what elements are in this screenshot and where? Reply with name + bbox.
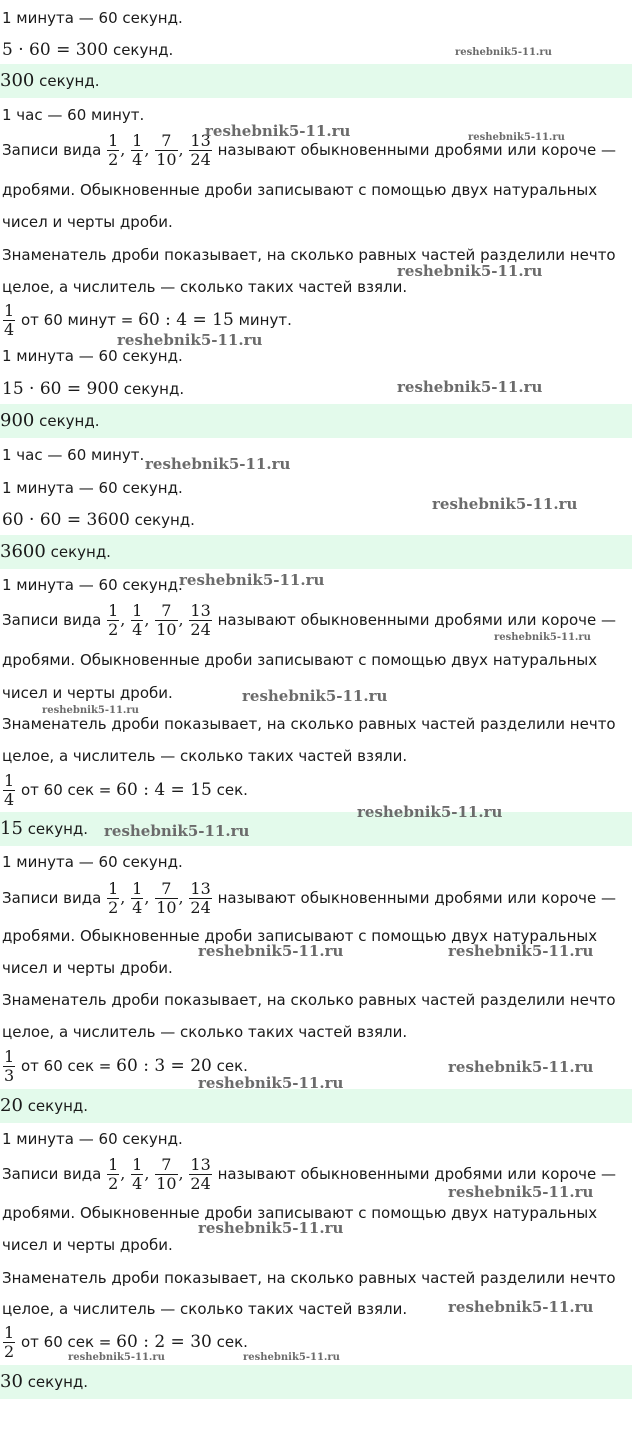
watermark: reshebnik5-11.ru (104, 822, 250, 840)
text-line: 1 час — 60 минут. (2, 106, 145, 124)
calc-line: 15 · 60 = 900 секунд. (2, 379, 185, 399)
watermark: reshebnik5-11.ru (243, 1352, 340, 1363)
text-line: 1 минута — 60 секунд. (2, 853, 183, 871)
watermark: reshebnik5-11.ru (68, 1352, 165, 1363)
text-line: 1 минута — 60 секунд. (2, 9, 183, 27)
text-line: Знаменатель дроби показывает, на сколько равных частей разделили нечто (2, 1269, 616, 1287)
text-line: дробями. Обыкновенные дроби записывают с помощью двух натуральных (2, 927, 598, 945)
text-line: целое, а числитель — сколько таких частей взяли. (2, 1300, 408, 1318)
text-line: дробями. Обыкновенные дроби записывают с помощью двух натуральных (2, 1204, 598, 1222)
fraction: $\frac{1}{2}$ (108, 1155, 119, 1193)
answer-row: 300 секунд. (0, 64, 632, 98)
definition-line: Записи вида $\frac{1}{2}$ , $\frac{1}{4}$ , $\frac{7}{10}$ , $\frac{13}{24}$ называют обыкновенными дробями или короче — (2, 879, 617, 917)
watermark: reshebnik5-11.ru (494, 632, 591, 643)
answer-row: 20 секунд. (0, 1089, 632, 1123)
text-line: 1 минута — 60 секунд. (2, 347, 183, 365)
fraction: $\frac{1}{4}$ (4, 771, 15, 809)
fraction: $\frac{7}{10}$ (156, 879, 177, 917)
calc-line: $\frac{1}{4}$ от 60 сек = 60 : 4 = 15 сек. (4, 771, 248, 809)
text-line: чисел и черты дроби. (2, 1236, 173, 1254)
calc-line: $\frac{1}{3}$ от 60 сек = 60 : 3 = 20 сек. (4, 1047, 248, 1085)
watermark: reshebnik5-11.ru (198, 1219, 344, 1237)
fraction: $\frac{1}{2}$ (108, 601, 119, 639)
text-line: 1 час — 60 минут. (2, 446, 145, 464)
watermark: reshebnik5-11.ru (117, 331, 263, 349)
text-line: Знаменатель дроби показывает, на сколько равных частей разделили нечто (2, 991, 616, 1009)
calc-line: 60 · 60 = 3600 секунд. (2, 510, 195, 530)
text-line: целое, а числитель — сколько таких частей взяли. (2, 1023, 408, 1041)
watermark: reshebnik5-11.ru (145, 455, 291, 473)
text-line: чисел и черты дроби. (2, 213, 173, 231)
definition-line: Записи вида $\frac{1}{2}$ , $\frac{1}{4}$ , $\frac{7}{10}$ , $\frac{13}{24}$ называют обыкновенными дробями или короче — (2, 601, 617, 639)
watermark: reshebnik5-11.ru (448, 942, 594, 960)
answer-row: 900 секунд. (0, 404, 632, 438)
watermark: reshebnik5-11.ru (357, 803, 503, 821)
watermark: reshebnik5-11.ru (448, 1183, 594, 1201)
text-line: дробями. Обыкновенные дроби записывают с помощью двух натуральных (2, 651, 598, 669)
calc-line: 5 · 60 = 300 секунд. (2, 40, 174, 60)
text-line: Знаменатель дроби показывает, на сколько равных частей разделили нечто (2, 246, 616, 264)
watermark: reshebnik5-11.ru (198, 942, 344, 960)
fraction: $\frac{1}{2}$ (108, 879, 119, 917)
watermark: reshebnik5-11.ru (242, 687, 388, 705)
watermark: reshebnik5-11.ru (205, 122, 351, 140)
text-line: Знаменатель дроби показывает, на сколько равных частей разделили нечто (2, 715, 616, 733)
fraction: $\frac{13}{24}$ (190, 879, 211, 917)
watermark: reshebnik5-11.ru (448, 1058, 594, 1076)
fraction: $\frac{1}{4}$ (132, 131, 143, 169)
text-line: целое, а числитель — сколько таких частей взяли. (2, 747, 408, 765)
answer-row: 30 секунд. (0, 1365, 632, 1399)
calc-line: $\frac{1}{4}$ от 60 минут = 60 : 4 = 15 минут. (4, 301, 292, 339)
text-line: 1 минута — 60 секунд. (2, 1130, 183, 1148)
fraction: $\frac{1}{4}$ (132, 1155, 143, 1193)
fraction: $\frac{1}{3}$ (4, 1047, 15, 1085)
watermark: reshebnik5-11.ru (179, 571, 325, 589)
watermark: reshebnik5-11.ru (397, 262, 543, 280)
fraction: $\frac{7}{10}$ (156, 1155, 177, 1193)
text-line: 1 минута — 60 секунд. (2, 576, 183, 594)
watermark: reshebnik5-11.ru (455, 47, 552, 58)
watermark: reshebnik5-11.ru (468, 132, 565, 143)
definition-line: Записи вида $\frac{1}{2}$ , $\frac{1}{4}$ , $\frac{7}{10}$ , $\frac{13}{24}$ называют обыкновенными дробями или короче — (2, 131, 617, 169)
text-line: чисел и черты дроби. (2, 684, 173, 702)
fraction: $\frac{13}{24}$ (190, 601, 211, 639)
fraction: $\frac{7}{10}$ (156, 131, 177, 169)
calc-line: $\frac{1}{2}$ от 60 сек = 60 : 2 = 30 сек. (4, 1323, 248, 1361)
watermark: reshebnik5-11.ru (198, 1074, 344, 1092)
fraction: $\frac{7}{10}$ (156, 601, 177, 639)
text-line: чисел и черты дроби. (2, 959, 173, 977)
fraction: $\frac{1}{2}$ (108, 131, 119, 169)
fraction: $\frac{1}{4}$ (4, 301, 15, 339)
definition-line: Записи вида $\frac{1}{2}$ , $\frac{1}{4}$ , $\frac{7}{10}$ , $\frac{13}{24}$ называют обыкновенными дробями или короче — (2, 1155, 617, 1193)
watermark: reshebnik5-11.ru (432, 495, 578, 513)
text-line: 1 минута — 60 секунд. (2, 479, 183, 497)
fraction: $\frac{13}{24}$ (190, 1155, 211, 1193)
watermark: reshebnik5-11.ru (448, 1298, 594, 1316)
answer-row: 3600 секунд. (0, 535, 632, 569)
watermark: reshebnik5-11.ru (397, 378, 543, 396)
text-line: дробями. Обыкновенные дроби записывают с помощью двух натуральных (2, 181, 598, 199)
fraction: $\frac{1}{4}$ (132, 601, 143, 639)
fraction: $\frac{1}{4}$ (132, 879, 143, 917)
fraction: $\frac{13}{24}$ (190, 131, 211, 169)
text-line: целое, а числитель — сколько таких частей взяли. (2, 278, 408, 296)
answer-row: 15 секунд. (0, 812, 632, 846)
watermark: reshebnik5-11.ru (42, 705, 139, 716)
fraction: $\frac{1}{2}$ (4, 1323, 15, 1361)
